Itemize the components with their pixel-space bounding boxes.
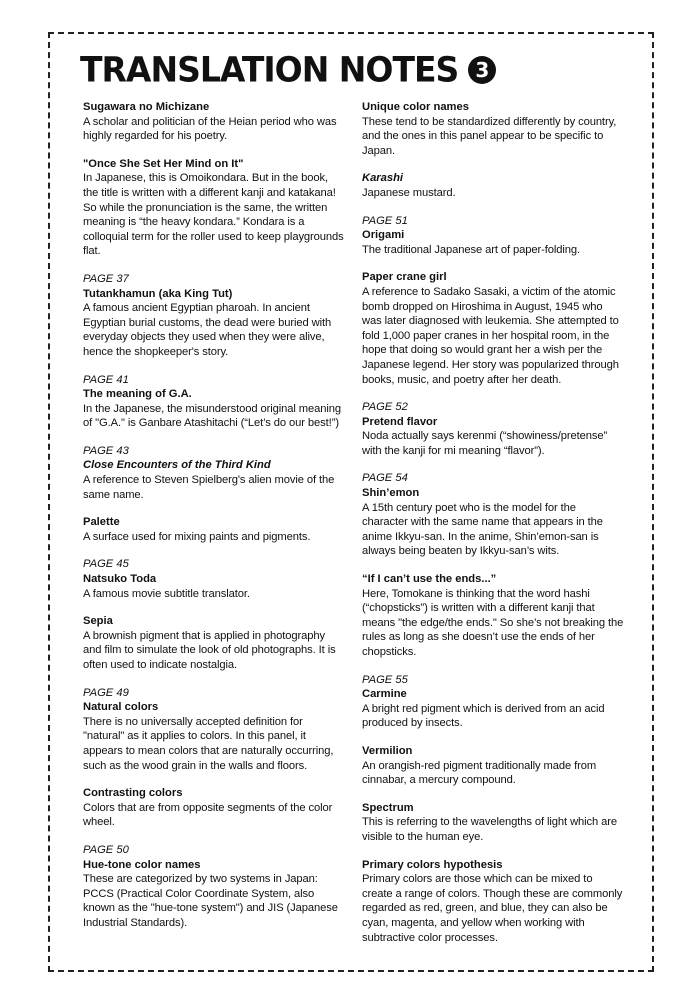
note-entry	[362, 471, 624, 559]
note-body: These tend to be standardized differently by country, and the ones in this panel appear to be specific to Japan.	[362, 115, 617, 157]
note-body: Japanese mustard.	[362, 186, 456, 199]
note-body: A reference to Steven Spielberg's alien movie of the same name.	[83, 474, 335, 501]
note-body: In Japanese, this is Omoikondara. But in the book, the title is written with a different kanji and katakana! So while the pronunciation is the same, the written meaning is “the heavy kondara.” Kondara is a colloquial term for the roller used to keep playgrounds flat.	[83, 172, 344, 258]
note-entry	[83, 515, 345, 544]
note-body: Here, Tomokane is thinking that the word hashi (“chopsticks”) is written with a different kanji that means "the edge/the ends." So she’s not breaking the rules as long as she doesn’t use the ends of her chopsticks.	[362, 587, 624, 658]
note-body: This is referring to the wavelengths of light which are visible to the human eye.	[362, 816, 618, 843]
note-entry	[83, 272, 345, 360]
note-heading: Paper crane girl	[362, 271, 447, 284]
note-body: There is no universally accepted definition for "natural" as it applies to colors. In this panel, it appears to mean colors that are naturally occurring, such as the wood grain in the walls and floors.	[83, 715, 334, 772]
note-heading: "Once She Set Her Mind on It"	[83, 157, 244, 170]
page-reference: PAGE 41	[83, 373, 129, 386]
page-reference: PAGE 49	[83, 686, 129, 699]
page-reference: PAGE 52	[362, 401, 408, 414]
note-heading: Tutankhamun (aka King Tut)	[83, 287, 233, 300]
note-entry	[362, 858, 624, 946]
note-entry	[83, 557, 345, 601]
note-body: These are categorized by two systems in Japan: PCCS (Practical Color Coordinate System, also known as the "hue-tone system") and JIS (Japanese Industrial Standards).	[83, 873, 338, 929]
note-body: A bright red pigment which is derived from an acid produced by insects.	[362, 702, 605, 730]
note-body: A scholar and politician of the Heian period who was highly regarded for his poetry.	[83, 115, 337, 143]
note-body: A famous movie subtitle translator.	[83, 587, 250, 600]
note-heading: Natural colors	[83, 701, 159, 714]
note-body: Noda actually says kerenmi (“showiness/pretense” with the kanji for mi meaning “flavor”).	[362, 430, 608, 457]
page-reference: PAGE 54	[362, 472, 408, 485]
note-body: Primary colors are those which can be mixed to create a range of colors. Though these are commonly regarded as red, green, and blue, they can also be cyan, magenta, and yellow when working with subtractive color processes.	[362, 873, 623, 944]
note-entry	[83, 157, 345, 259]
note-heading: Palette	[83, 516, 120, 529]
page-header	[80, 50, 496, 89]
page-reference: PAGE 50	[83, 843, 129, 856]
note-heading: Shin’emon	[362, 487, 420, 500]
note-entry	[362, 214, 624, 258]
note-heading: Contrasting colors	[83, 787, 183, 800]
note-entry	[83, 373, 345, 431]
note-body: The traditional Japanese art of paper-folding.	[362, 243, 581, 256]
page-reference: PAGE 43	[83, 444, 129, 457]
notes-number-badge: 3	[468, 56, 496, 84]
left-column	[83, 100, 345, 944]
note-heading: Pretend flavor	[362, 415, 438, 428]
note-heading: The meaning of G.A.	[83, 388, 192, 401]
note-entry	[83, 786, 345, 830]
note-entry	[83, 686, 345, 774]
note-entry	[83, 100, 345, 144]
note-heading: Origami	[362, 229, 405, 242]
note-entry	[362, 744, 624, 788]
note-heading: Hue-tone color names	[83, 858, 201, 871]
note-heading: Sepia	[83, 615, 113, 628]
note-heading: Carmine	[362, 688, 407, 701]
right-column	[362, 100, 624, 958]
note-entry	[362, 673, 624, 731]
page-title: TRANSLATION NOTES	[80, 49, 459, 90]
note-body: A brownish pigment that is applied in photography and film to simulate the look of old photographs. It is often used to indicate nostalgia.	[83, 629, 336, 671]
note-body: An orangish-red pigment traditionally made from cinnabar, a mercury compound.	[362, 759, 597, 787]
note-heading: Natsuko Toda	[83, 573, 157, 586]
note-entry	[83, 444, 345, 502]
note-heading: Spectrum	[362, 801, 414, 814]
note-heading: Sugawara no Michizane	[83, 101, 210, 113]
note-entry	[362, 270, 624, 387]
note-heading: Karashi	[362, 172, 404, 185]
note-entry	[362, 171, 624, 200]
note-body: Colors that are from opposite segments of the color wheel.	[83, 801, 333, 829]
note-entry	[83, 843, 345, 931]
note-body: In the Japanese, the misunderstood original meaning of "G.A." is Ganbare Atashitachi (“Let’s do our best!”)	[83, 402, 341, 430]
note-body: A 15th century poet who is the model for the character with the same name that appears in the anime Ikkyu-san. In the anime, Shin’emon-san is always being beaten by Ikkyu-san’s wits.	[362, 501, 603, 558]
note-heading: Unique color names	[362, 101, 469, 113]
page-reference: PAGE 51	[362, 214, 408, 227]
note-heading: Primary colors hypothesis	[362, 858, 503, 871]
page-reference: PAGE 45	[83, 558, 129, 571]
note-entry	[362, 400, 624, 458]
note-entry	[362, 100, 624, 158]
note-entry	[362, 572, 624, 660]
note-heading: Close Encounters of the Third Kind	[83, 459, 271, 472]
note-body: A reference to Sadako Sasaki, a victim of the atomic bomb dropped on Hiroshima in August, 1945 who was later diagnosed with leukemia. She attempted to fold 1,000 paper cranes in her hospital room, in the hope that doing so would grant her a wish per the Japanese legend. Her story was popularized through books, music, and poetry after her death.	[362, 285, 619, 386]
note-entry	[83, 614, 345, 672]
note-body: A surface used for mixing paints and pigments.	[83, 530, 311, 543]
note-heading: “If I can’t use the ends...”	[362, 573, 497, 586]
note-entry	[362, 801, 624, 845]
page-reference: PAGE 37	[83, 272, 129, 285]
page-reference: PAGE 55	[362, 673, 408, 686]
note-body: A famous ancient Egyptian pharoah. In ancient Egyptian burial customs, the dead were buried with everyday objects they used when they were alive, hence the shopkeeper's story.	[83, 302, 332, 358]
note-heading: Vermilion	[362, 744, 413, 757]
